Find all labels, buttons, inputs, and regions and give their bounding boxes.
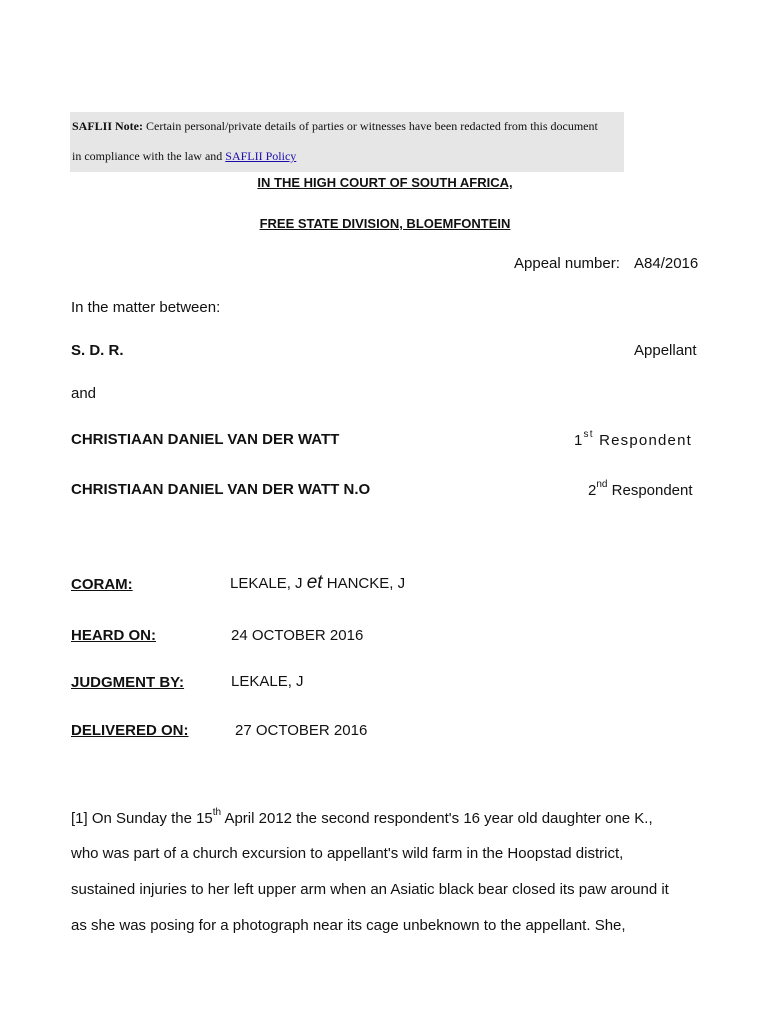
paragraph-1-line1: [71, 809, 697, 827]
court-heading-line2: FREE STATE DIVISION, BLOEMFONTEIN: [259, 216, 511, 231]
coram-label: CORAM:: [71, 576, 133, 593]
respondent1-number: 1: [574, 432, 584, 449]
coram-et: et: [306, 572, 323, 593]
coram-value: [230, 572, 405, 594]
respondent1-ordinal: st: [583, 429, 594, 440]
respondent2-number: 2: [588, 482, 597, 499]
saflii-note-line1: [72, 119, 598, 134]
respondent2-ordinal: nd: [596, 479, 608, 490]
appellant-role: Appellant: [634, 342, 697, 359]
and-word: and: [71, 385, 97, 402]
respondent1-role-line: [574, 431, 692, 449]
appeal-number-label: Appeal number:: [514, 255, 620, 272]
saflii-note-box: [70, 112, 624, 172]
judgment-by-value: LEKALE, J: [231, 673, 304, 690]
paragraph-1-line4: as she was posing for a photograph near its cage unbeknown to the appellant. She,: [71, 917, 626, 934]
appeal-number-value: A84/2016: [634, 255, 699, 272]
respondent2-role: Respondent: [611, 482, 693, 499]
matter-between: In the matter between:: [71, 299, 221, 316]
paragraph-1-ordinal: th: [212, 807, 222, 818]
paragraph-1-line1-b: April 2012 the second respondent's 16 year old daughter one K.,: [221, 810, 653, 827]
coram-judge2: HANCKE, J: [326, 575, 406, 592]
appellant-name: S. D. R.: [71, 342, 124, 359]
saflii-policy-link[interactable]: SAFLII Policy: [225, 149, 297, 163]
saflii-note-title: SAFLII Note:: [72, 119, 143, 133]
delivered-on-value: 27 OCTOBER 2016: [235, 722, 368, 739]
paragraph-1-line1-a: [1] On Sunday the 15: [71, 810, 213, 827]
saflii-note-line2: [72, 149, 296, 164]
heard-on-label: HEARD ON:: [71, 627, 156, 644]
judgment-by-label: JUDGMENT BY:: [71, 674, 185, 691]
paragraph-1-line2: who was part of a church excursion to appellant's wild farm in the Hoopstad district,: [71, 845, 624, 862]
saflii-note-text1: Certain personal/private details of parties or witnesses have been redacted from this document: [146, 119, 598, 133]
saflii-note-text2: in compliance with the law and: [72, 149, 223, 163]
heard-on-value: 24 OCTOBER 2016: [231, 627, 364, 644]
court-heading-line1: IN THE HIGH COURT OF SOUTH AFRICA,: [257, 175, 513, 190]
delivered-on-label: DELIVERED ON:: [71, 722, 189, 739]
respondent2-role-line: [588, 481, 693, 499]
coram-judge1: LEKALE, J: [230, 575, 303, 592]
respondent1-role: Respondent: [599, 432, 693, 449]
paragraph-1-line3: sustained injuries to her left upper arm when an Asiatic black bear closed its paw around it: [71, 881, 669, 898]
respondent2-name: CHRISTIAAN DANIEL VAN DER WATT N.O: [71, 481, 371, 498]
respondent1-name: CHRISTIAAN DANIEL VAN DER WATT: [71, 431, 340, 448]
